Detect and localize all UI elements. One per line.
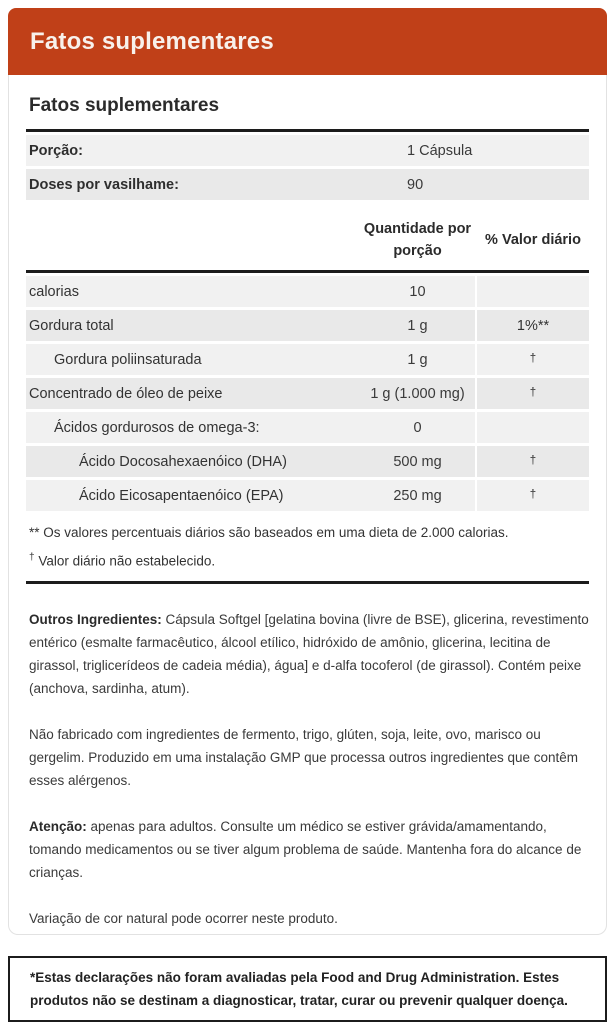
nutrient-cell-left <box>26 344 475 375</box>
info-paragraph: Atenção: apenas para adultos. Consulte um médico se estiver grávida/amamentando, tomando medicamentos ou se tiver algum problema de saúde. Mantenha fora do alcance de crianças. <box>29 818 582 880</box>
nutrient-amount: 500 mg <box>393 453 442 470</box>
serving-value: 90 <box>407 176 424 193</box>
nutrient-amount: 1 g <box>407 317 428 334</box>
nutrient-cell-left <box>26 310 475 341</box>
footnote: † Valor diário não estabelecido. <box>29 552 216 569</box>
footnote-marker: ** <box>29 525 40 540</box>
nutrient-amount: 10 <box>409 283 426 300</box>
nutrient-cell-left <box>26 480 475 511</box>
nutrient-row <box>26 276 589 307</box>
paragraph-bold-prefix: Atenção: <box>29 818 87 834</box>
nutrient-name: calorias <box>29 283 79 300</box>
nutrient-dv-value: † <box>529 386 537 399</box>
card-heading: Fatos suplementares <box>29 95 220 116</box>
nutrient-name: Concentrado de óleo de peixe <box>29 385 223 402</box>
serving-label: Porção: <box>29 142 83 159</box>
nutrient-row <box>26 446 589 477</box>
nutrient-dv <box>477 446 589 477</box>
section-divider <box>26 581 589 584</box>
amount-column-header: Quantidade por porção <box>363 221 472 259</box>
nutrient-dv-value: 1%** <box>516 317 550 334</box>
nutrient-name: Ácidos gordurosos de omega-3: <box>54 419 260 436</box>
serving-label: Doses por vasilhame: <box>29 176 179 193</box>
nutrient-dv <box>477 310 589 341</box>
banner <box>8 8 607 75</box>
nutrient-name: Ácido Eicosapentaenóico (EPA) <box>79 487 284 504</box>
serving-row <box>26 169 589 200</box>
nutrient-dv-value: † <box>529 454 537 467</box>
nutrient-amount: 1 g <box>407 351 428 368</box>
paragraph-bold-prefix: Outros Ingredientes: <box>29 611 162 627</box>
fda-disclaimer-box <box>8 956 607 1022</box>
info-paragraph: Variação de cor natural pode ocorrer neste produto. <box>29 910 338 926</box>
nutrient-amount: 0 <box>413 419 422 436</box>
info-paragraphs <box>26 608 589 936</box>
info-paragraph: Não fabricado com ingredientes de fermento, trigo, glúten, soja, leite, ovo, marisco ou gergelim. Produzido em uma instalação GMP que processa outros ingredientes que contêm esses alérgenos. <box>29 726 579 788</box>
nutrient-cell-left <box>26 378 475 409</box>
nutrient-name: Ácido Docosahexaenóico (DHA) <box>79 453 287 470</box>
nutrient-row <box>26 412 589 443</box>
banner-title: Fatos suplementares <box>30 27 274 55</box>
nutrient-cell-left <box>26 276 475 307</box>
nutrient-dv <box>477 378 589 409</box>
nutrient-row <box>26 310 589 341</box>
nutrient-dv <box>477 344 589 375</box>
nutrient-name: Gordura poliinsaturada <box>54 351 202 368</box>
nutrient-amount: 1 g (1.000 mg) <box>370 385 465 402</box>
nutrient-dv-value: † <box>529 488 537 501</box>
nutrient-name: Gordura total <box>29 317 114 334</box>
nutrient-row <box>26 480 589 511</box>
nutrient-dv <box>477 412 589 443</box>
nutrient-dv <box>477 276 589 307</box>
serving-table <box>26 129 589 200</box>
nutrient-row <box>26 378 589 409</box>
dv-column-header: % Valor diário <box>485 232 581 248</box>
fda-disclaimer-text: *Estas declarações não foram avaliadas pela Food and Drug Administration. Estes produtos não se destinam a diagnosticar, tratar, curar ou prevenir qualquer doença. <box>30 970 568 1008</box>
footnote-marker: † <box>29 552 35 563</box>
serving-value: 1 Cápsula <box>407 142 473 159</box>
nutrient-row <box>26 344 589 375</box>
footnote: ** Os valores percentuais diários são baseados em uma dieta de 2.000 calorias. <box>29 525 509 540</box>
nutrient-amount: 250 mg <box>393 487 442 504</box>
nutrient-dv-value: † <box>529 352 537 365</box>
nutrition-table <box>26 270 589 511</box>
footnotes <box>26 525 589 569</box>
nutrition-column-headers <box>26 218 589 262</box>
nutrient-dv <box>477 480 589 511</box>
supplement-facts-card <box>8 75 607 935</box>
nutrient-cell-left <box>26 446 475 477</box>
info-paragraph: Outros Ingredientes: Cápsula Softgel [gelatina bovina (livre de BSE), glicerina, revestimento entérico (esmalte farmacêutico, álcool etílico, hidróxido de amônio, glicerina, lecitina de girassol, triglicerídeos de cadeia média), água] e d-alfa tocoferol (de girassol). Contém peixe (anchova, sardinha, atum). <box>29 611 589 696</box>
serving-row <box>26 135 589 166</box>
nutrient-cell-left <box>26 412 475 443</box>
